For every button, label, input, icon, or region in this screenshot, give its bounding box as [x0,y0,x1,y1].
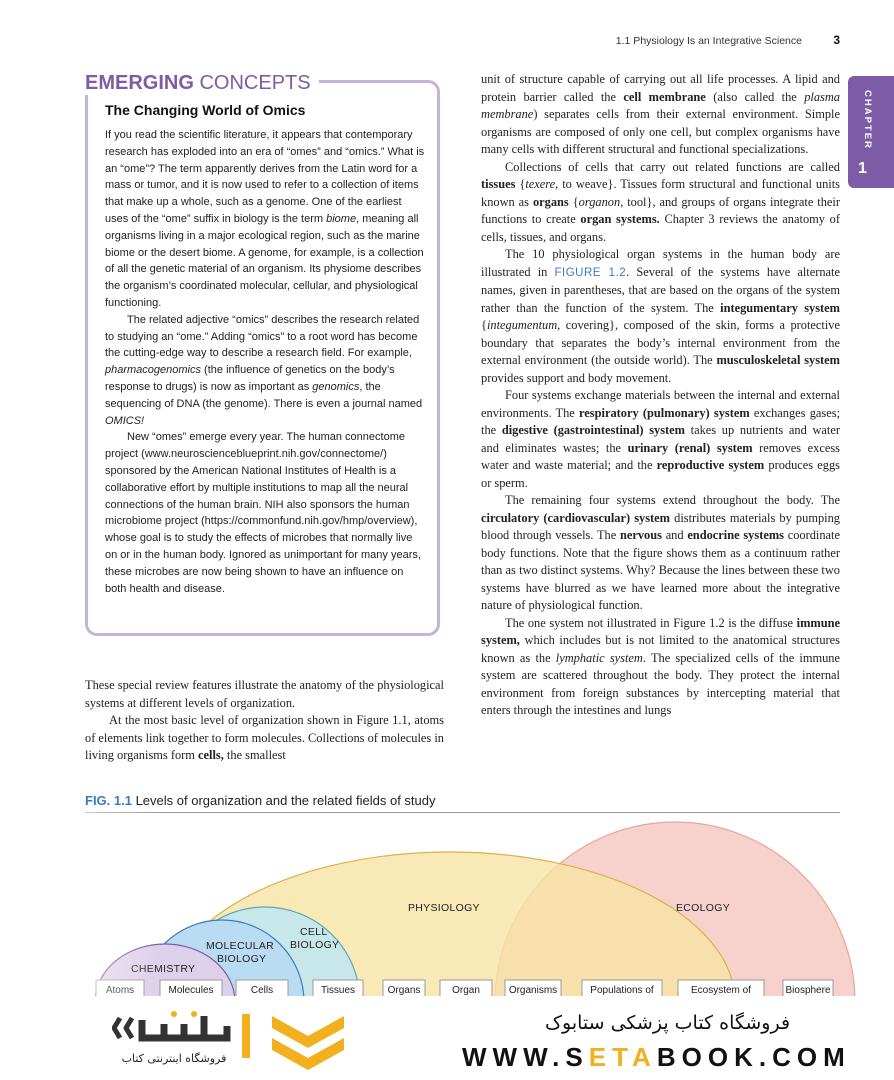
figure-caption-text: Levels of organization and the related fields of study [131,793,436,808]
levels-of-organization-diagram [0,812,894,1002]
logo-persian-caption: فروشگاه اینترنتی کتاب [121,1052,227,1065]
logo-book-icon [272,1016,344,1070]
body-text-right-column [481,71,840,720]
paragraph: The one system not illustrated in Figure 1.2 is the diffuse immune system, which includes but is not limited to the anatomical structures known as the lymphatic system. The specialized cells of the immune system are scattered throughout the body. They protect the internal environment from foreign substances by intercepting material that enters through the intestines and lungs [481,615,840,717]
url-part-a: WWW.S [462,1042,589,1072]
paragraph: The 10 physiological organ systems in the human body are illustrated in FIGURE 1.2. Several of the systems have alternate names, given in parentheses, that are based on the organs of the system rather than the function of the system. The integumentary system {integumentum, covering}, composed of the skin, forms a protective boundary that separates the body’s internal environment from the external environment (the outside world). The musculoskeletal system provides support and body movement. [481,247,840,385]
title-bold: EMERGING [85,72,194,94]
paragraph: The related adjective “omics” describes the research related to studying an “ome.” Adding “omics” to a root word has become the cutting-edge way to describe a research field. For example, pharmacogenomics (the influence of genetics on the body’s response to drugs) is now as important as genomics, the sequencing of DNA (the genome). There is even a journal named OMICS! [105,313,423,427]
chapter-tab-number: 1 [858,160,867,177]
paragraph: Four systems exchange materials between the internal and external environments. The respiratory (pulmonary) system exchanges gases; the digestive (gastrointestinal) system takes up nutrients and water and eliminates wastes; the urinary (renal) system removes excess water and waste material; and the reproductive system produces eggs or sperm. [481,388,841,490]
logo-wordmark-icon [142,1011,250,1058]
watermark-persian-text: فروشگاه کتاب پزشکی ستابوک [545,1012,791,1034]
figure-label: FIG. 1.1 [85,793,132,808]
emerging-concepts-body [105,127,425,597]
url-part-c: BOOK.COM [656,1042,851,1072]
paragraph: New “omes” emerge every year. The human connectome project (www.neuroscienceblueprint.nih.gov/connectome/) sponsored by the American National Institutes of Health is a collaborative effort by multiple institutions to map all the neural connections of the human brain. NIH also sponsors the human microbiome project (https://commonfund.nih.gov/hmp/overview), whose goal is to study the effects of microbes that normally live on or in the human body. Ignored as unimportant for many years, these microbes are now being shown to have an influence on both health and disease. [105,431,421,595]
figure-caption [85,793,436,808]
paragraph: If you read the scientific literature, it appears that contemporary research has exploded into an era of “omes” and “omics.” What is an “ome”? The term apparently derives from the Latin word for a mass or tumor, and it is now used to refer to a collection of items that make up a whole, such as a genome. One of the earliest uses of the “ome” suffix in biology is the term biome, meaning all organisms living in a major ecological region, such as the marine biome or the desert biome. A genome, for example, is a collection of all the genetic material of an organism. Its physiome describes the organism’s coordinated molecular, cellular, and physiological functioning. [105,129,425,309]
setabook-logo [112,1008,362,1072]
chapter-tab [848,76,894,188]
emerging-concepts-title [83,72,319,95]
page-number: 3 [833,33,840,47]
body-text-left-column [85,677,444,765]
watermark-url [462,1042,851,1073]
logo-chevron-icon [114,1018,132,1038]
paragraph: At the most basic level of organization shown in Figure 1.1, atoms of elements link together to form molecules. Collections of molecules in living organisms form cells, the smallest [85,713,444,762]
chapter-tab-label: CHAPTER [862,90,873,150]
running-header [0,33,894,53]
paragraph: unit of structure capable of carrying out all life processes. A lipid and protein barrier called the cell membrane (also called the plasma membrane) separates cells from their external environment. Simple organisms are composed of only one cell, but complex organisms have many cells with different structural and functional specializations. [481,72,840,156]
url-part-b: ETA [588,1042,657,1072]
running-header-title: 1.1 Physiology Is an Integrative Science [615,35,802,47]
paragraph: Collections of cells that carry out related functions are called tissues {texere, to weave}. Tissues form structural and functional units known as organs {organon, tool}, and groups of organs integrate their functions to create organ systems. Chapter 3 reviews the anatomy of cells, tissues, and organs. [481,159,840,244]
title-rest: CONCEPTS [193,72,311,94]
paragraph: The remaining four systems extend throughout the body. The circulatory (cardiovascular) system distributes materials by pumping blood through vessels. The nervous and endocrine systems coordinate body functions. Note that the figure shows them as a continuum rather than as two distinct systems. Why? Because the lines between these two systems have blurred as we have learned more about the integrative nature of physiological function. [481,493,840,612]
left-fade-overlay [0,812,894,1002]
paragraph: These special review features illustrate the anatomy of the physiological systems at different levels of organization. [85,678,444,710]
emerging-concepts-subtitle: The Changing World of Omics [105,102,306,118]
figure-reference-link[interactable]: FIGURE 1.2 [554,266,627,279]
